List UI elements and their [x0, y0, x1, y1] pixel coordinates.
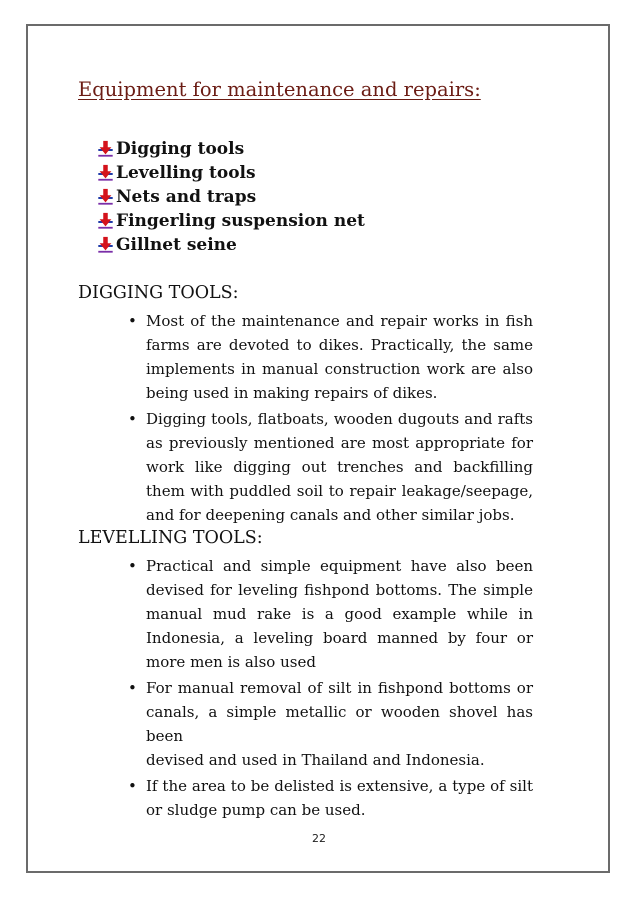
- text-line: as previously mentioned are most appropriate for: [146, 434, 533, 452]
- levelling-tools-bullets: [120, 554, 533, 824]
- text-line: canals, a simple metallic or wooden shovel has: [146, 703, 533, 721]
- text-line: work like digging out trenches and backfilling: [146, 458, 533, 476]
- text-line: farms are devoted to dikes. Practically, the same: [146, 336, 533, 354]
- bullet-item: [120, 407, 533, 527]
- down-arrow-icon: [96, 212, 115, 230]
- bullet-dot-icon: •: [128, 777, 137, 795]
- list-item-label: Digging tools: [116, 139, 245, 159]
- text-line: being used in making repairs of dikes.: [146, 384, 438, 402]
- list-item: [96, 161, 365, 185]
- down-arrow-icon: [96, 140, 115, 158]
- section-heading-levelling-tools: LEVELLING TOOLS:: [78, 528, 263, 548]
- bullet-item: [120, 309, 533, 405]
- text-line: or sludge pump can be used.: [146, 801, 366, 819]
- down-arrow-icon: [96, 236, 115, 254]
- text-line: Most of the maintenance and repair works in fish: [146, 312, 533, 330]
- bullet-item: [120, 774, 533, 822]
- list-item: [96, 137, 365, 161]
- list-item: [96, 233, 365, 257]
- text-line: manual mud rake is a good example while in: [146, 605, 533, 623]
- text-line: Indonesia, a leveling board manned by four or: [146, 629, 533, 647]
- list-item-label: Gillnet seine: [116, 235, 237, 255]
- text-line: them with puddled soil to repair leakage/seepage,: [146, 482, 533, 500]
- bullet-item: [120, 554, 533, 674]
- equipment-list: [96, 137, 365, 257]
- text-line: been: [146, 727, 184, 745]
- text-line: Practical and simple equipment have also been: [146, 557, 533, 575]
- list-item-label: Fingerling suspension net: [116, 211, 365, 231]
- text-line: For manual removal of silt in fishpond bottoms or: [146, 679, 533, 697]
- digging-tools-bullets: [120, 309, 533, 529]
- down-arrow-icon: [96, 164, 115, 182]
- page-title: Equipment for maintenance and repairs:: [78, 78, 481, 101]
- list-item-label: Nets and traps: [116, 187, 257, 207]
- bullet-dot-icon: •: [128, 410, 137, 428]
- section-heading-digging-tools: DIGGING TOOLS:: [78, 283, 239, 303]
- text-line: devised and used in Thailand and Indonesia.: [146, 751, 485, 769]
- bullet-item: [120, 676, 533, 772]
- text-line: more men is also used: [146, 653, 316, 671]
- list-item: [96, 209, 365, 233]
- bullet-dot-icon: •: [128, 312, 137, 330]
- list-item: [96, 185, 365, 209]
- bullet-dot-icon: •: [128, 557, 137, 575]
- text-line: devised for leveling fishpond bottoms. The simple: [146, 581, 533, 599]
- text-line: Digging tools, flatboats, wooden dugouts and rafts: [146, 410, 533, 428]
- text-line: and for deepening canals and other similar jobs.: [146, 506, 515, 524]
- list-item-label: Levelling tools: [116, 163, 256, 183]
- text-line: If the area to be delisted is extensive, a type of silt: [146, 777, 533, 795]
- page-number: 22: [312, 832, 326, 845]
- text-line: implements in manual construction work are also: [146, 360, 533, 378]
- bullet-dot-icon: •: [128, 679, 137, 697]
- down-arrow-icon: [96, 188, 115, 206]
